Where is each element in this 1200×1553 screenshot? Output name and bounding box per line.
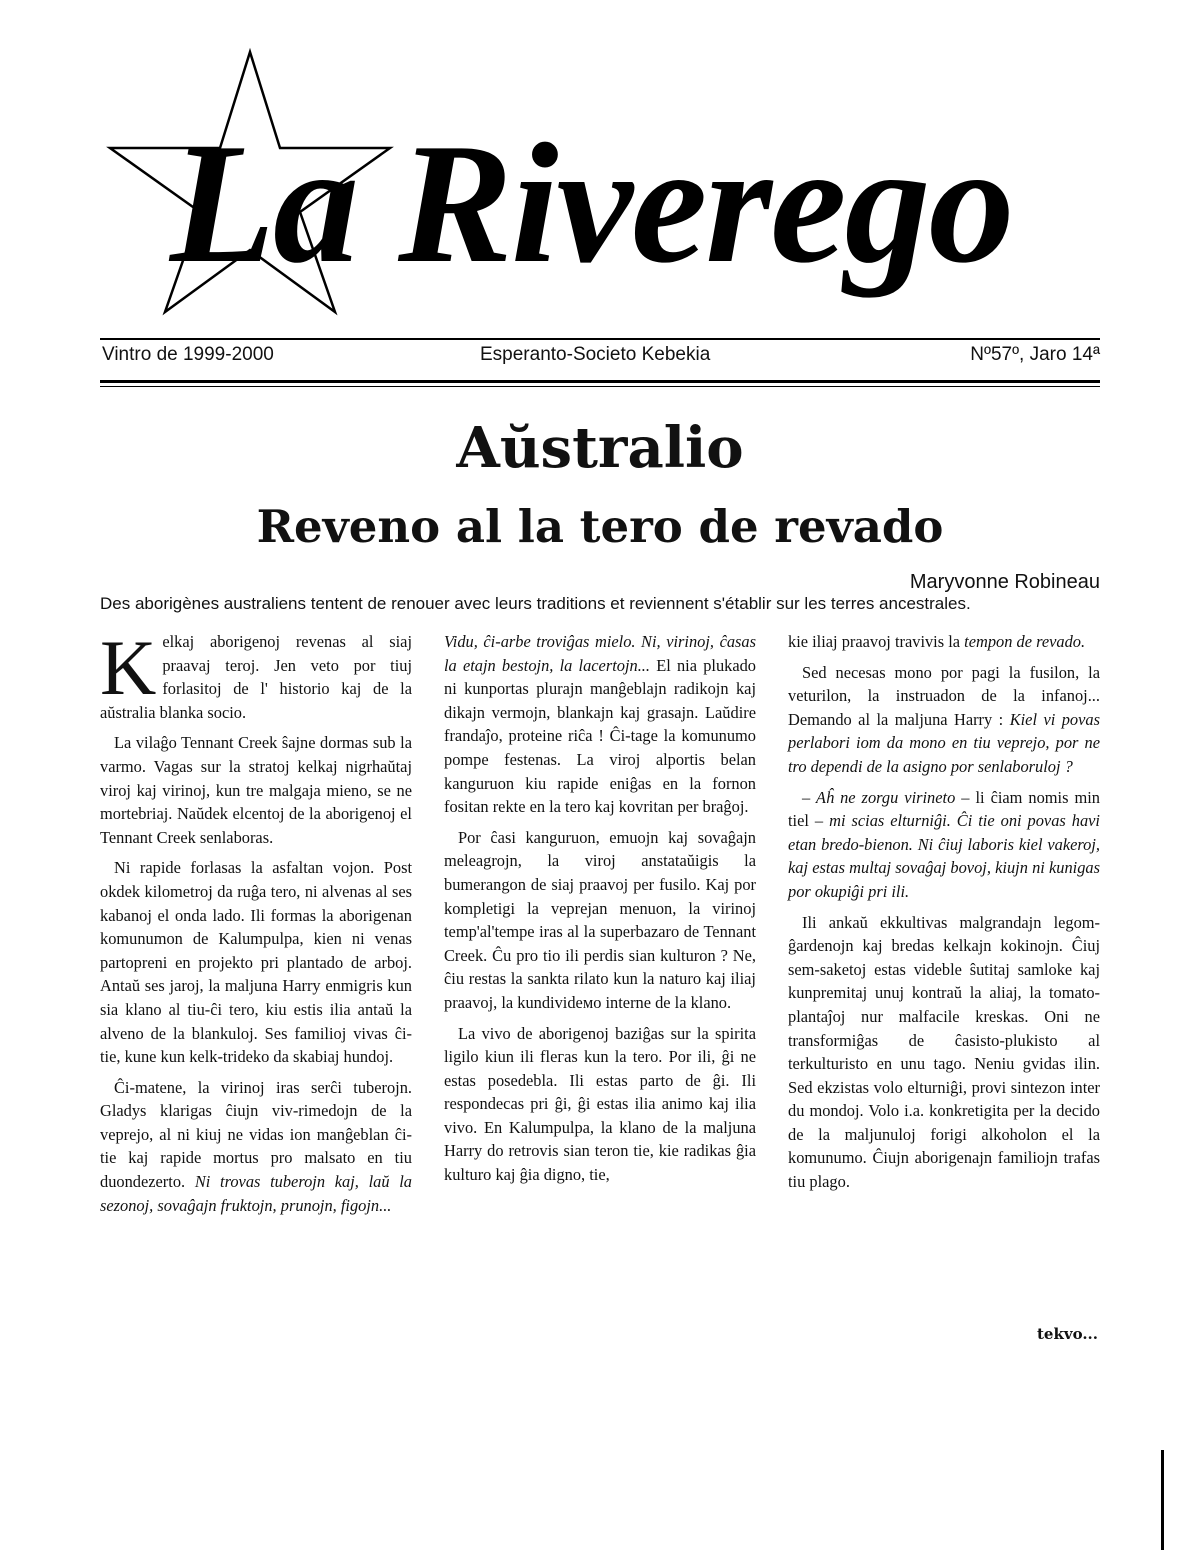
issue-season: Vintro de 1999-2000 xyxy=(102,344,274,365)
article-column-2 xyxy=(444,630,756,1194)
article-author: Maryvonne Robineau xyxy=(909,571,1100,593)
article-headline: Aŭstralio xyxy=(456,415,744,481)
paragraph: Ni rapide forlasas la asfaltan vojon. Post okdek kilometroj da ruĝa tero, ni alvenas al ses kabanoj el onda lado. Ili formas la aborigenan komunumon de Kalumpulpa, kien ni venas partopreni en projekto pri plantado de arboj. Antaŭ ses jaroj, la maljuna Harry enmigris kun sia klano al tiu-ĉi tero, kiu estis ilia antaŭ la alveno de la blankuloj. Ses familioj vivas ĉi-tie, kune kun kelk-trideko da skabiaj hundoj. xyxy=(100,858,412,1067)
issue-info-bar xyxy=(100,344,1100,372)
paragraph: Kelkaj aborigenoj revenas al siaj praavaj teroj. Jen veto por tiuj forlasitoj de l' historio kaj de la aŭstralia blanka socio. xyxy=(100,624,412,722)
continued-marker: tekvo... xyxy=(1037,1325,1098,1343)
issue-number: Nº57º, Jaro 14ª xyxy=(970,344,1100,365)
article-column-1 xyxy=(100,624,412,1224)
paragraph: Por ĉasi kanguruon, emuojn kaj sovaĝajn meleagrojn, la viroj anstataŭigis la bumerangon de siaj praavoj per fusilo. Kaj por kompletigi la veprejan menuon, la virinoj temp'al'tempe iras al la superbazaro de Tennant Creek. Ĉu pro tio ili perdis sian kulturon ? Ne, ĉiu restas la sankta rilato kun la naturo kaj iliaj praavoj, la kundivideмо interne de la klano. xyxy=(444,827,756,1012)
paragraph: Ĉi-matene, la virinoj iras serĉi tuberojn. Gladys klarigas ĉiujn viv-rimedojn de la veprejo, al ni kiuj ne vidas ion manĝeblan ĉi-tie kaj rapide mortus pro malsato en tiu duondezerto. Ni trovas tuberojn kaj, laŭ la sezonoj, sovaĝajn fruktojn, prunojn, figojn... xyxy=(100,1077,412,1215)
paragraph: – Aĥ ne zorgu virineto – li ĉiam nomis min tiel – mi scias elturniĝi. Ĉi tie oni povas havi etan bredo-bienon. Ni ĉiuj laboris kiel vakeroj, kaj estas multaj sovaĝaj bovoj, kiujn ni kunigas por okupiĝi pri ili. xyxy=(788,787,1100,901)
paragraph: Vidu, ĉi-arbe troviĝas mielo. Ni, virinoj, ĉasas la etajn bestojn, la lacertojn... El nia plukado ni kunportas plurajn manĝeblajn radikojn kaj dikajn vermojn, blankajn kaj grasajn. Laŭdire frandaĵo, proteine riĉa ! Ĉi-tage la komunumo pompe festenas. La viroj alportis belan kanguruon kiu rapide eniĝas en la fornon fositan rekte en la tero kaj kovritan per braĝoj. xyxy=(444,632,756,817)
publisher-name: Esperanto-Societo Kebekia xyxy=(480,344,711,365)
paragraph: La vilaĝo Tennant Creek ŝajne dormas sub la varmo. Vagas sur la stratoj kelkaj nigrhaŭtaj viroj kaj virinoj, kun tre malgaja mieno, se ne mortebriaj. Naŭdek elcentoj de la aborigenoj el Tennant Creek senlaboras. xyxy=(100,733,412,847)
masthead xyxy=(100,40,1100,340)
article-lead: Des aborigènes australiens tentent de renouer avec leurs traditions et reviennent s'établir sur les terres ancestrales. xyxy=(100,594,971,613)
info-rule-thick xyxy=(100,380,1100,383)
scan-edge-mark xyxy=(1161,1450,1164,1550)
masthead-title: La Riverego xyxy=(170,109,1013,299)
paragraph: kie iliaj praavoj travivis la tempon de revado. xyxy=(788,632,1086,651)
drop-cap: K xyxy=(100,624,157,711)
masthead-rule xyxy=(100,338,1100,340)
info-rule-thin xyxy=(100,386,1100,387)
paragraph: Sed necesas mono por pagi la fusilon, la veturilon, la instruadon de la infanoj... Demando al la maljuna Harry : Kiel vi povas perlabori iom da mono en tiu veprejo, por ne tro dependi de la asigno por senlaboruloj ? xyxy=(788,662,1100,776)
paragraph: La vivo de aborigenoj baziĝas sur la spirita ligilo kiun ili fleгas kun la tero. Por ili, ĝi ne estas posedebla. Ili estas parto de ĝi. Ili respondecas pri ĝi, ĝi estas ilia animo kaj ilia vivo. En Kalumpulpa, la klano de la maljuna Harry do retrovis sian teron tie, kie radikas ĝia kulturo kaj ĝia digno, tie, xyxy=(444,1023,756,1185)
article-subheadline: Reveno al la tero de revado xyxy=(256,500,944,553)
article-column-3 xyxy=(788,630,1100,1201)
paragraph: Ili ankaŭ ekkultivas malgrandajn legom-ĝardenojn kaj bredas kelkajn kokinojn. Ĉiuj sem-saketoj estas videble ŝutitaj samloke kaj kunpremitaj unuj kontraŭ la aliaj, la tomato-plantaĵoj nur malfacile kreskas. Oni ne transformiĝas de ĉasisto-plukisto al terkulturisto en unu tago. Neniu gvidas ilin. Sed ekzistas volo elturniĝi, provi sintezon inter du mondoj. Volo i.a. konkretigita per la decido de la maljunuloj forigi alkoholon el la komunumo. Ĉiujn aborigenajn familiojn trafas tiu plago. xyxy=(788,912,1100,1192)
